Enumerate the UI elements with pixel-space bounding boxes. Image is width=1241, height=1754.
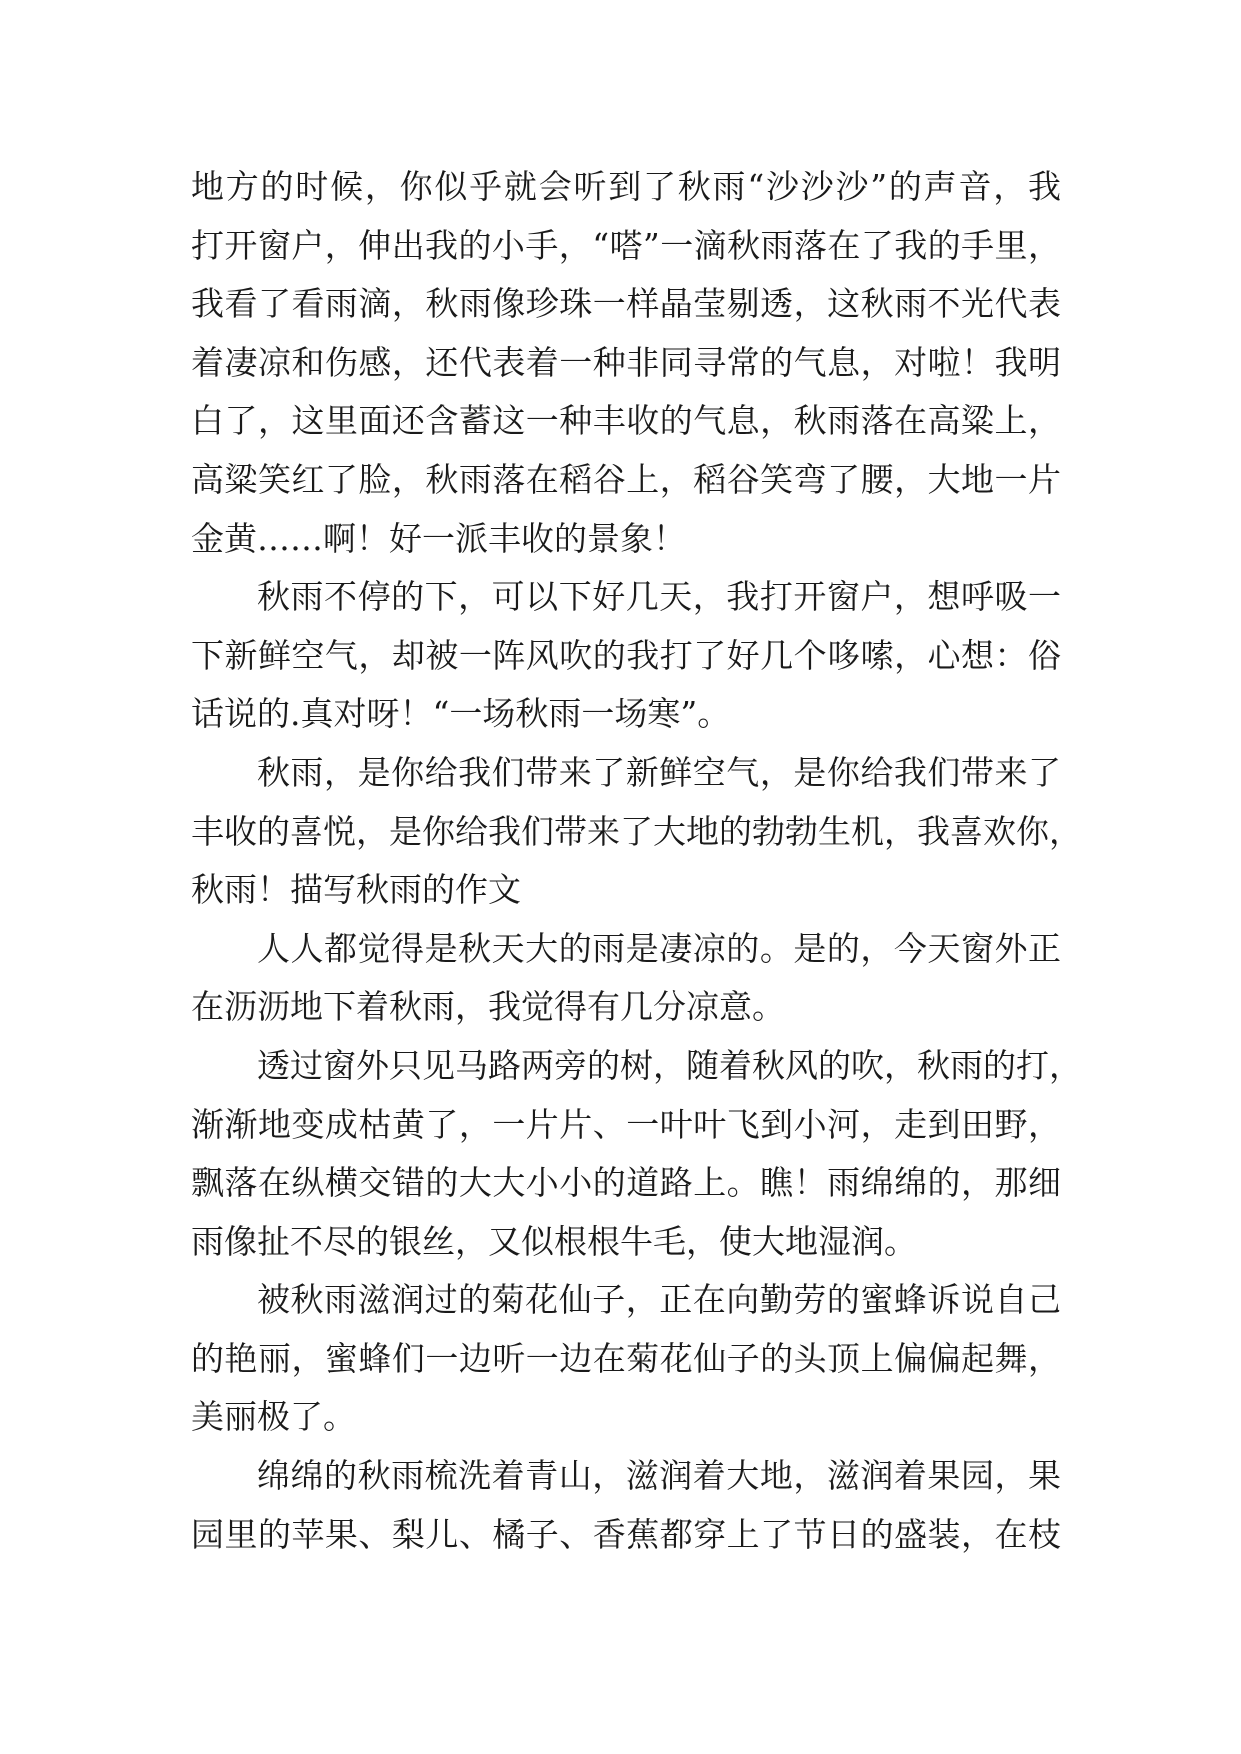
text-line: 金黄……啊！好一派丰收的景象！ [191, 518, 686, 558]
text-line: 地方的时候，你似乎就会听到了秋雨“沙沙沙”的声音，我 [191, 167, 1061, 206]
text-line: 的艳丽，蜜蜂们一边听一边在菊花仙子的头顶上偏偏起舞， [191, 1338, 1061, 1378]
text-line: 秋雨！描写秋雨的作文 [191, 870, 521, 910]
text-line: 在沥沥地下着秋雨，我觉得有几分凉意。 [191, 987, 785, 1027]
paragraph [191, 1447, 1061, 1564]
text-line: 高粱笑红了脸，秋雨落在稻谷上，稻谷笑弯了腰，大地一片 [191, 459, 1061, 499]
text-line: 渐渐地变成枯黄了，一片片、一叶叶飞到小河，走到田野， [191, 1104, 1061, 1144]
document-body-text [191, 158, 1082, 1564]
text-line: 秋雨不停的下，可以下好几天，我打开窗户，想呼吸一 [257, 577, 1061, 617]
text-line: 白了，这里面还含蓄这一种丰收的气息，秋雨落在高粱上， [191, 401, 1061, 441]
text-line: 园里的苹果、梨儿、橘子、香蕉都穿上了节日的盛装，在枝 [191, 1514, 1061, 1554]
text-line: 透过窗外只见马路两旁的树，随着秋风的吹，秋雨的打， [257, 1045, 1082, 1085]
paragraph [191, 1271, 1061, 1447]
text-line: 绵绵的秋雨梳洗着青山，滋润着大地，滋润着果园，果 [257, 1456, 1061, 1496]
text-line: 我看了看雨滴，秋雨像珍珠一样晶莹剔透，这秋雨不光代表 [191, 284, 1061, 324]
text-line: 飘落在纵横交错的大大小小的道路上。瞧！雨绵绵的，那细 [191, 1163, 1061, 1203]
text-line: 话说的.真对呀！“一场秋雨一场寒”。 [191, 694, 731, 734]
text-line: 人人都觉得是秋天大的雨是凄凉的。是的，今天窗外正 [257, 928, 1061, 968]
paragraph [191, 920, 1061, 1037]
text-line: 雨像扯不尽的银丝，又似根根牛毛，使大地湿润。 [191, 1221, 917, 1261]
text-line: 着凄凉和伤感，还代表着一种非同寻常的气息，对啦！我明 [191, 342, 1061, 382]
paragraph [191, 158, 1061, 568]
text-line: 秋雨，是你给我们带来了新鲜空气，是你给我们带来了 [257, 752, 1061, 792]
paragraph [191, 1037, 1082, 1271]
text-line: 丰收的喜悦，是你给我们带来了大地的勃勃生机，我喜欢你， [191, 811, 1082, 851]
text-line: 打开窗户，伸出我的小手，“嗒”一滴秋雨落在了我的手里， [191, 225, 1061, 265]
text-line: 美丽极了。 [191, 1397, 356, 1437]
paragraph [191, 568, 1061, 744]
text-line: 被秋雨滋润过的菊花仙子，正在向勤劳的蜜蜂诉说自己 [257, 1280, 1061, 1320]
text-line: 下新鲜空气，却被一阵风吹的我打了好几个哆嗦，心想：俗 [191, 635, 1061, 675]
paragraph [191, 744, 1082, 920]
